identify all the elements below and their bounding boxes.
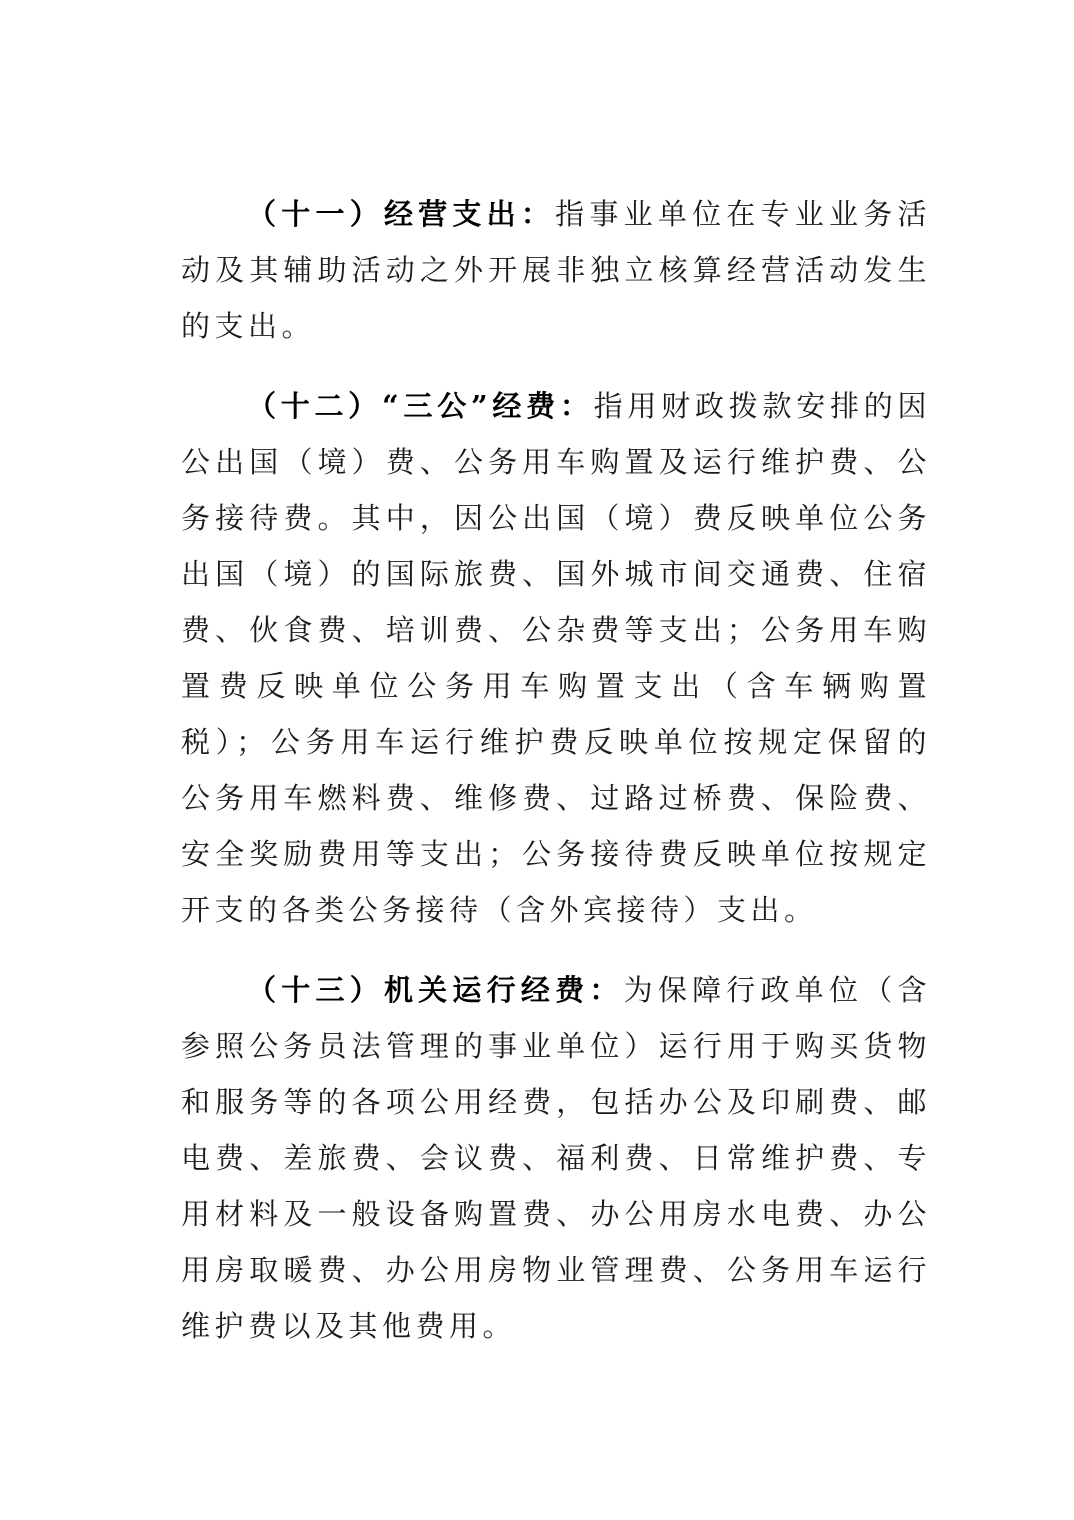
- term-definition: 指事业单位在专业业务活动及其辅助活动之外开展非独立核算经营活动发生的支出。: [181, 197, 931, 343]
- document-body: [181, 186, 931, 1354]
- term-definition: 指用财政拨款安排的因公出国（境）费、公务用车购置及运行维护费、公务接待费。其中，因公出国（境）费反映单位公务出国（境）的国际旅费、国外城市间交通费、住宿费、伙食费、培训费、公杂费等支出；公务用车购置费反映单位公务用车购置支出（含车辆购置税）；公务用车运行维护费反映单位按规定保留的公务用车燃料费、维修费、过路过桥费、保险费、安全奖励费用等支出；公务接待费反映单位按规定开支的各类公务接待（含外宾接待）支出。: [181, 389, 931, 927]
- term-heading: （十二）“三公”经费：: [247, 389, 594, 423]
- paragraph-operating-expenses: [181, 186, 931, 354]
- paragraph-agency-operating-expenses: [181, 962, 931, 1354]
- term-definition: 为保障行政单位（含参照公务员法管理的事业单位）运行用于购买货物和服务等的各项公用经费，包括办公及印刷费、邮电费、差旅费、会议费、福利费、日常维护费、专用材料及一般设备购置费、办公用房水电费、办公用房取暖费、办公用房物业管理费、公务用车运行维护费以及其他费用。: [181, 973, 931, 1343]
- paragraph-three-public-expenses: [181, 378, 931, 938]
- term-heading: （十三）机关运行经费：: [247, 973, 624, 1007]
- term-heading: （十一）经营支出：: [247, 197, 556, 231]
